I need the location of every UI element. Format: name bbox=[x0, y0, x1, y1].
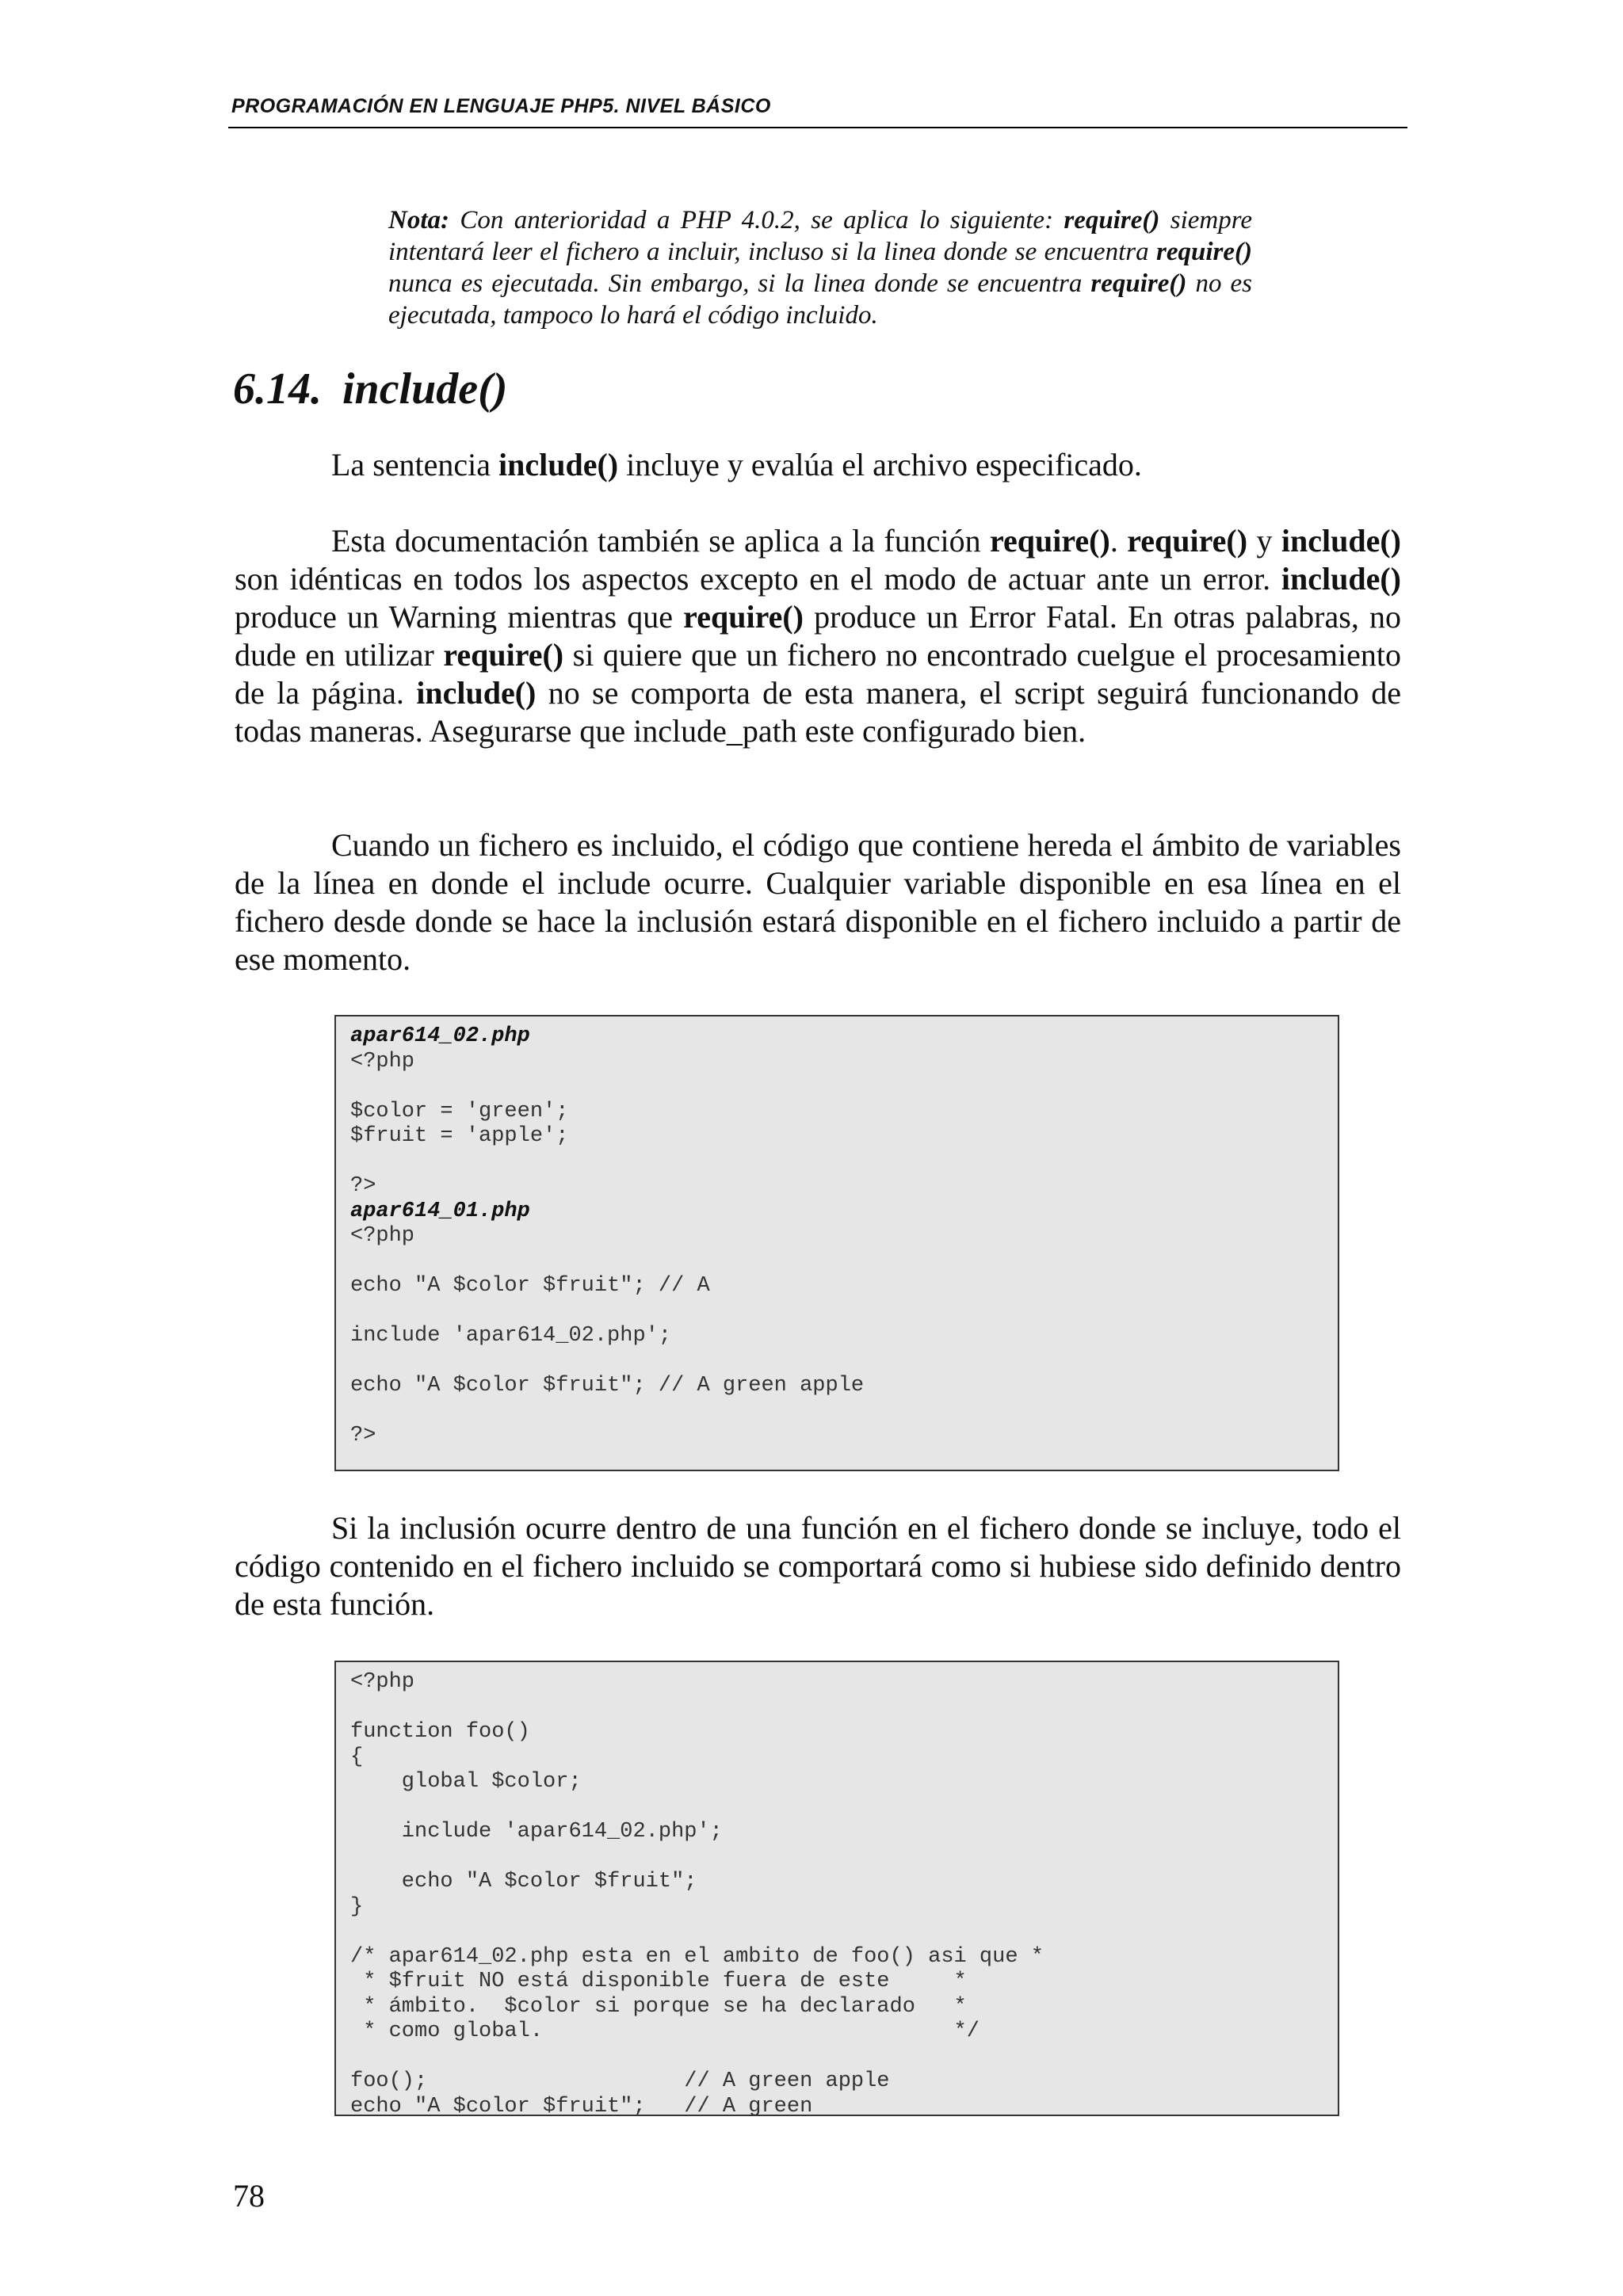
para-text: y bbox=[1247, 523, 1281, 559]
section-number: 6.14. bbox=[233, 364, 322, 414]
note-paragraph bbox=[388, 204, 1252, 331]
para-text: produce un Error Fatal. En otras palabras, no dude en utilizar bbox=[235, 599, 1401, 673]
code-filename: apar614_02.php bbox=[350, 1024, 530, 1048]
para-text: produce un Warning mientras que bbox=[235, 599, 684, 635]
para-text: La sentencia bbox=[331, 447, 498, 482]
section-heading bbox=[233, 361, 507, 417]
para-keyword: include() bbox=[1281, 561, 1401, 597]
running-header: PROGRAMACIÓN EN LENGUAJE PHP5. NIVEL BÁSICO bbox=[231, 95, 771, 117]
para-text: . bbox=[1109, 523, 1128, 559]
para-text: Si la inclusión ocurre dentro de una función en el fichero donde se incluye, todo el código contenido en el fichero incluido se comportará como si hubiese sido definido dentro de esta función. bbox=[235, 1510, 1401, 1622]
paragraph-function-scope bbox=[235, 1509, 1401, 1623]
paragraph-intro bbox=[235, 446, 1401, 484]
note-label: Nota: bbox=[388, 206, 449, 235]
para-text: Cuando un fichero es incluido, el código que contiene hereda el ámbito de variables de la línea en donde el include ocurre. Cualquier variable disponible en esa línea en el fichero desde donde se hace la inclusión estará disponible en el fichero incluido a partir de ese momento. bbox=[235, 827, 1401, 977]
note-text: no es ejecutada, tampoco lo hará el código incluido. bbox=[388, 269, 1252, 330]
para-keyword: require() bbox=[1127, 523, 1248, 559]
para-keyword: require() bbox=[989, 523, 1110, 559]
note-text: siempre intentará leer el fichero a incluir, incluso si la linea donde se encuentra bbox=[388, 206, 1252, 266]
para-keyword: include() bbox=[1281, 523, 1402, 559]
header-rule bbox=[228, 127, 1407, 128]
code-filename: apar614_01.php bbox=[350, 1199, 530, 1223]
note-text: nunca es ejecutada. Sin embargo, si la linea donde se encuentra bbox=[388, 269, 1091, 298]
para-text: si quiere que un fichero no encontrado cuelgue el procesamiento de la página. bbox=[235, 637, 1401, 711]
code-listing: <?php function foo() { global $color; include 'apar614_02.php'; echo "A $color $fruit"; } /* apar614_02.php esta en el ambito de foo() asi que * * $fruit NO está disponible fuera de este * * ámbito. $color si porque se ha declarado * * como global. */ foo(); // A green apple echo "A $color $fruit"; // A green bbox=[350, 1670, 1044, 2119]
code-listing: <?php $color = 'green'; $fruit = 'apple'; ?> bbox=[350, 1049, 569, 1198]
para-text: Esta documentación también se aplica a la función bbox=[331, 523, 990, 559]
section-title: include() bbox=[342, 364, 508, 414]
paragraph-require-vs-include bbox=[235, 522, 1401, 750]
para-text: no se comporta de esta manera, el script seguirá funcionando de todas maneras. Asegurarse que include_path este configurado bien. bbox=[235, 675, 1401, 749]
note-keyword: require() bbox=[1064, 206, 1160, 235]
para-keyword: require() bbox=[683, 599, 804, 635]
code-listing: <?php echo "A $color $fruit"; // A include 'apar614_02.php'; echo "A $color $fruit"; // A green apple ?> bbox=[350, 1224, 865, 1447]
note-keyword: require() bbox=[1090, 269, 1187, 298]
note-text: Con anterioridad a PHP 4.0.2, se aplica lo siguiente: bbox=[449, 206, 1064, 235]
para-keyword: include() bbox=[498, 447, 619, 482]
para-keyword: require() bbox=[443, 637, 564, 673]
code-block-example-2 bbox=[334, 1661, 1339, 2119]
paragraph-scope bbox=[235, 826, 1401, 978]
note-keyword: require() bbox=[1156, 238, 1252, 266]
para-keyword: include() bbox=[416, 675, 537, 711]
para-text: son idénticas en todos los aspectos excepto en el modo de actuar ante un error. bbox=[235, 561, 1281, 597]
code-block-example-1 bbox=[334, 1015, 1339, 1471]
page-number: 78 bbox=[233, 2178, 265, 2214]
para-text: incluye y evalúa el archivo especificado. bbox=[618, 447, 1142, 482]
